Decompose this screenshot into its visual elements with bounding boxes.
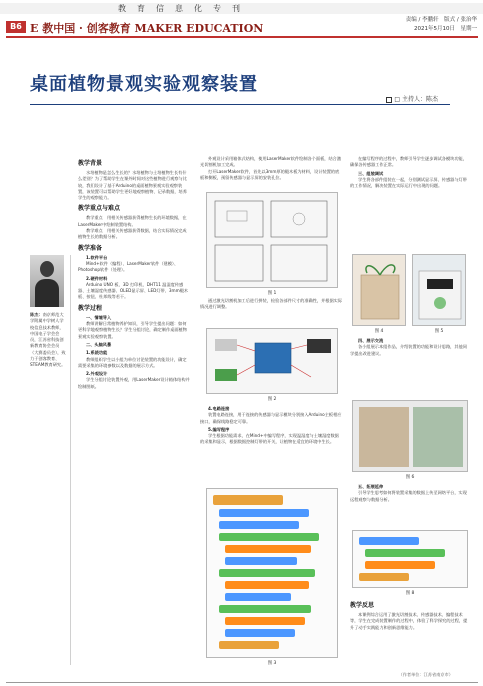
subheading: 三、组装调试 xyxy=(358,170,384,176)
figure-5-device xyxy=(412,254,466,326)
subheading: 四、展示交流 xyxy=(358,338,384,343)
masthead-rule xyxy=(6,36,478,38)
subheading: 1.软件平台 xyxy=(86,254,108,260)
article-byline: □ 主持人：陈杰 xyxy=(386,94,438,103)
column-divider xyxy=(70,255,71,665)
paragraph: 在编写程序的过程中，教师引导学生逐步调试各模块功能，确保各传感器工作正常。 xyxy=(350,156,467,168)
column-3-ext xyxy=(350,482,470,526)
paragraph: 本课例综合运用了激光切割技术、传感器技术、编程技术等，学生在完成装置制作的过程中，体验了科学探究的过程，提升了动手实践能力和创新思维能力。 xyxy=(350,612,468,630)
paragraph: 通过激光切割机加工后进行拼装，检验各部件尺寸的准确性，并根据实际情况进行调整。 xyxy=(200,298,342,310)
article-headline: 桌面植物景观实验观察装置 xyxy=(30,74,258,95)
paragraph: 外观设计采用箱体式结构，使用LaserMaker软件绘制各个面板，结合激光切割机加工完成。 xyxy=(200,156,342,168)
device-photo-2 xyxy=(413,255,467,327)
code-screenshot xyxy=(353,531,469,589)
headline-rule xyxy=(30,104,450,105)
paragraph: 水培植物是怎么生长的？水培植物与土培植物生长有什么差别？为了帮助学生在课外时间对这些植物进行观察与比较，我们设计了基于Arduino的桌面植物景观实验观察装置，该装置可以帮助学生更好地观察植物、记录数据，培养学生的观察能力。 xyxy=(78,170,187,201)
figure-1-caption: 图 1 xyxy=(267,291,277,296)
block-code-screenshot xyxy=(207,489,339,659)
figure-4-device xyxy=(352,254,406,326)
paragraph: 教师讲解日常植物养护知识，引导学生提出问题：如何更科学地观察植物生长？学生分组讨论，确定制作桌面植物景观实验观察装置。 xyxy=(78,321,187,339)
paragraph: 装置电路连接，用于连接的传感器与显示模块分别接入Arduino主板相应接口，确保线路稳定可靠。 xyxy=(200,412,342,424)
paragraph: 打开LaserMaker软件，首先以3mm厚的椴木板为材料，设计装置的底板和侧板，预留传感器与显示屏的安装孔位。 xyxy=(200,168,340,180)
author-photo xyxy=(30,255,64,307)
figure-8-code xyxy=(352,530,468,588)
figure-2-caption: 图 2 xyxy=(267,397,277,402)
masthead-meta xyxy=(406,16,477,34)
figure-4-caption: 图 4 xyxy=(374,329,384,334)
class-photos xyxy=(353,401,469,473)
brand-title: E 教中国 · 创客教育 MAKER EDUCATION xyxy=(30,22,264,35)
subheading: 五、拓展延伸 xyxy=(358,484,384,489)
paragraph: Mind+软件（编程）、LaserMaker软件（建模）、Photoshop软件（处理）。 xyxy=(78,260,179,273)
subheading: 4.电路连接 xyxy=(208,406,230,411)
subheading: 一、情境导入 xyxy=(86,314,112,320)
page-number-tag: B6 xyxy=(6,21,26,33)
author-unit-note: （作者单位：江苏省南京市） xyxy=(398,672,453,677)
circuit-diagram xyxy=(207,329,339,395)
figure-8-caption: 图 8 xyxy=(405,591,415,596)
subheading: 5.编写程序 xyxy=(208,426,230,432)
paragraph: 学生将各部件组装在一起，分别测试显示屏、传感器与灯带的工作情况，解决装置在实际运行中出现的问题。 xyxy=(350,176,467,189)
figure-3-caption: 图 3 xyxy=(267,661,277,666)
column-2-top xyxy=(200,156,342,188)
section-preparation: 教学准备 xyxy=(78,244,103,252)
paragraph: 引导学生思考如何将装置采集的数据上传至网络平台，实现远程观察与数据分析。 xyxy=(350,490,467,502)
date-line: 2021年5月10日 星期一 xyxy=(414,26,477,32)
figure-6-photos xyxy=(352,400,468,472)
figure-6-caption: 图 6 xyxy=(405,475,415,480)
column-3-mid xyxy=(350,336,470,396)
section-background: 教学背景 xyxy=(78,160,103,167)
figure-3-program xyxy=(206,488,338,658)
column-2-bottom xyxy=(200,404,342,484)
subheading: 2.外观设计 xyxy=(86,371,108,377)
paragraph: 各小组展示本组作品，介绍装置的功能和设计思路，其他同学提出改进建议。 xyxy=(350,344,467,356)
editor-line: 责编 / 李鹏轩 版式 / 张治华 xyxy=(405,17,477,23)
column-2-mid xyxy=(200,298,342,326)
subheading: 二、头脑风暴 xyxy=(86,341,112,347)
section-focus: 教学重点与难点 xyxy=(78,205,121,213)
paragraph: 教学重点 用相关传感器获得植物生长的环境数据，在LaserMaker中绘制装置结构。 xyxy=(78,215,187,227)
column-3-bottom xyxy=(350,598,470,672)
page-bottom-rule xyxy=(6,682,478,683)
masthead-slogan: 教育信息化专刊 xyxy=(118,4,251,13)
paragraph: 学生分组讨论装置外观，用LaserMaker设计箱体结构并绘制图纸。 xyxy=(78,377,190,389)
subheading: 2.硬件材料 xyxy=(86,275,108,281)
section-process: 教学过程 xyxy=(78,304,103,312)
byline-box-icon xyxy=(386,97,392,103)
paragraph: 教师组织学生以小组为单位讨论装置的功能设计，确定需要采集的环境参数以及数据的展示方式。 xyxy=(78,356,187,368)
column-3-top xyxy=(350,156,470,246)
paragraph: 教学难点 用相关传感器获得数据，结合实际情况完成植物生长的数据分析。 xyxy=(78,228,187,240)
section-reflection: 教学反思 xyxy=(350,602,375,609)
device-photo xyxy=(353,255,407,327)
figure-5-caption: 图 5 xyxy=(434,329,444,334)
paragraph: 学生根据功能需求，在Mind+中编写程序，实现温湿度与土壤湿度数据的采集和显示，根据数据控制灯带的开关，让植物在适宜的环境中生长。 xyxy=(200,433,339,445)
subheading: 1.系统功能 xyxy=(86,350,108,356)
box-plan-drawing xyxy=(207,193,339,289)
figure-2-circuit xyxy=(206,328,338,394)
figure-1-box-drawing xyxy=(206,192,338,288)
column-1 xyxy=(78,156,190,676)
paragraph: Arduino UNO 板、3D 打印机、DHT11 温湿度传感器、土壤湿度传感器、OLED显示屏、LED灯带、3mm椴木板、按钮、杜邦线等若干。 xyxy=(78,281,189,300)
author-bio: 陈杰：南京师范大学附属中学树人学校信息技术教师，中国电子学会会员，江苏省科技创新教育协会会员（大赛委员会），致力于创客教育、STEAM教育研究。 xyxy=(30,312,66,368)
masthead-band xyxy=(0,3,483,14)
